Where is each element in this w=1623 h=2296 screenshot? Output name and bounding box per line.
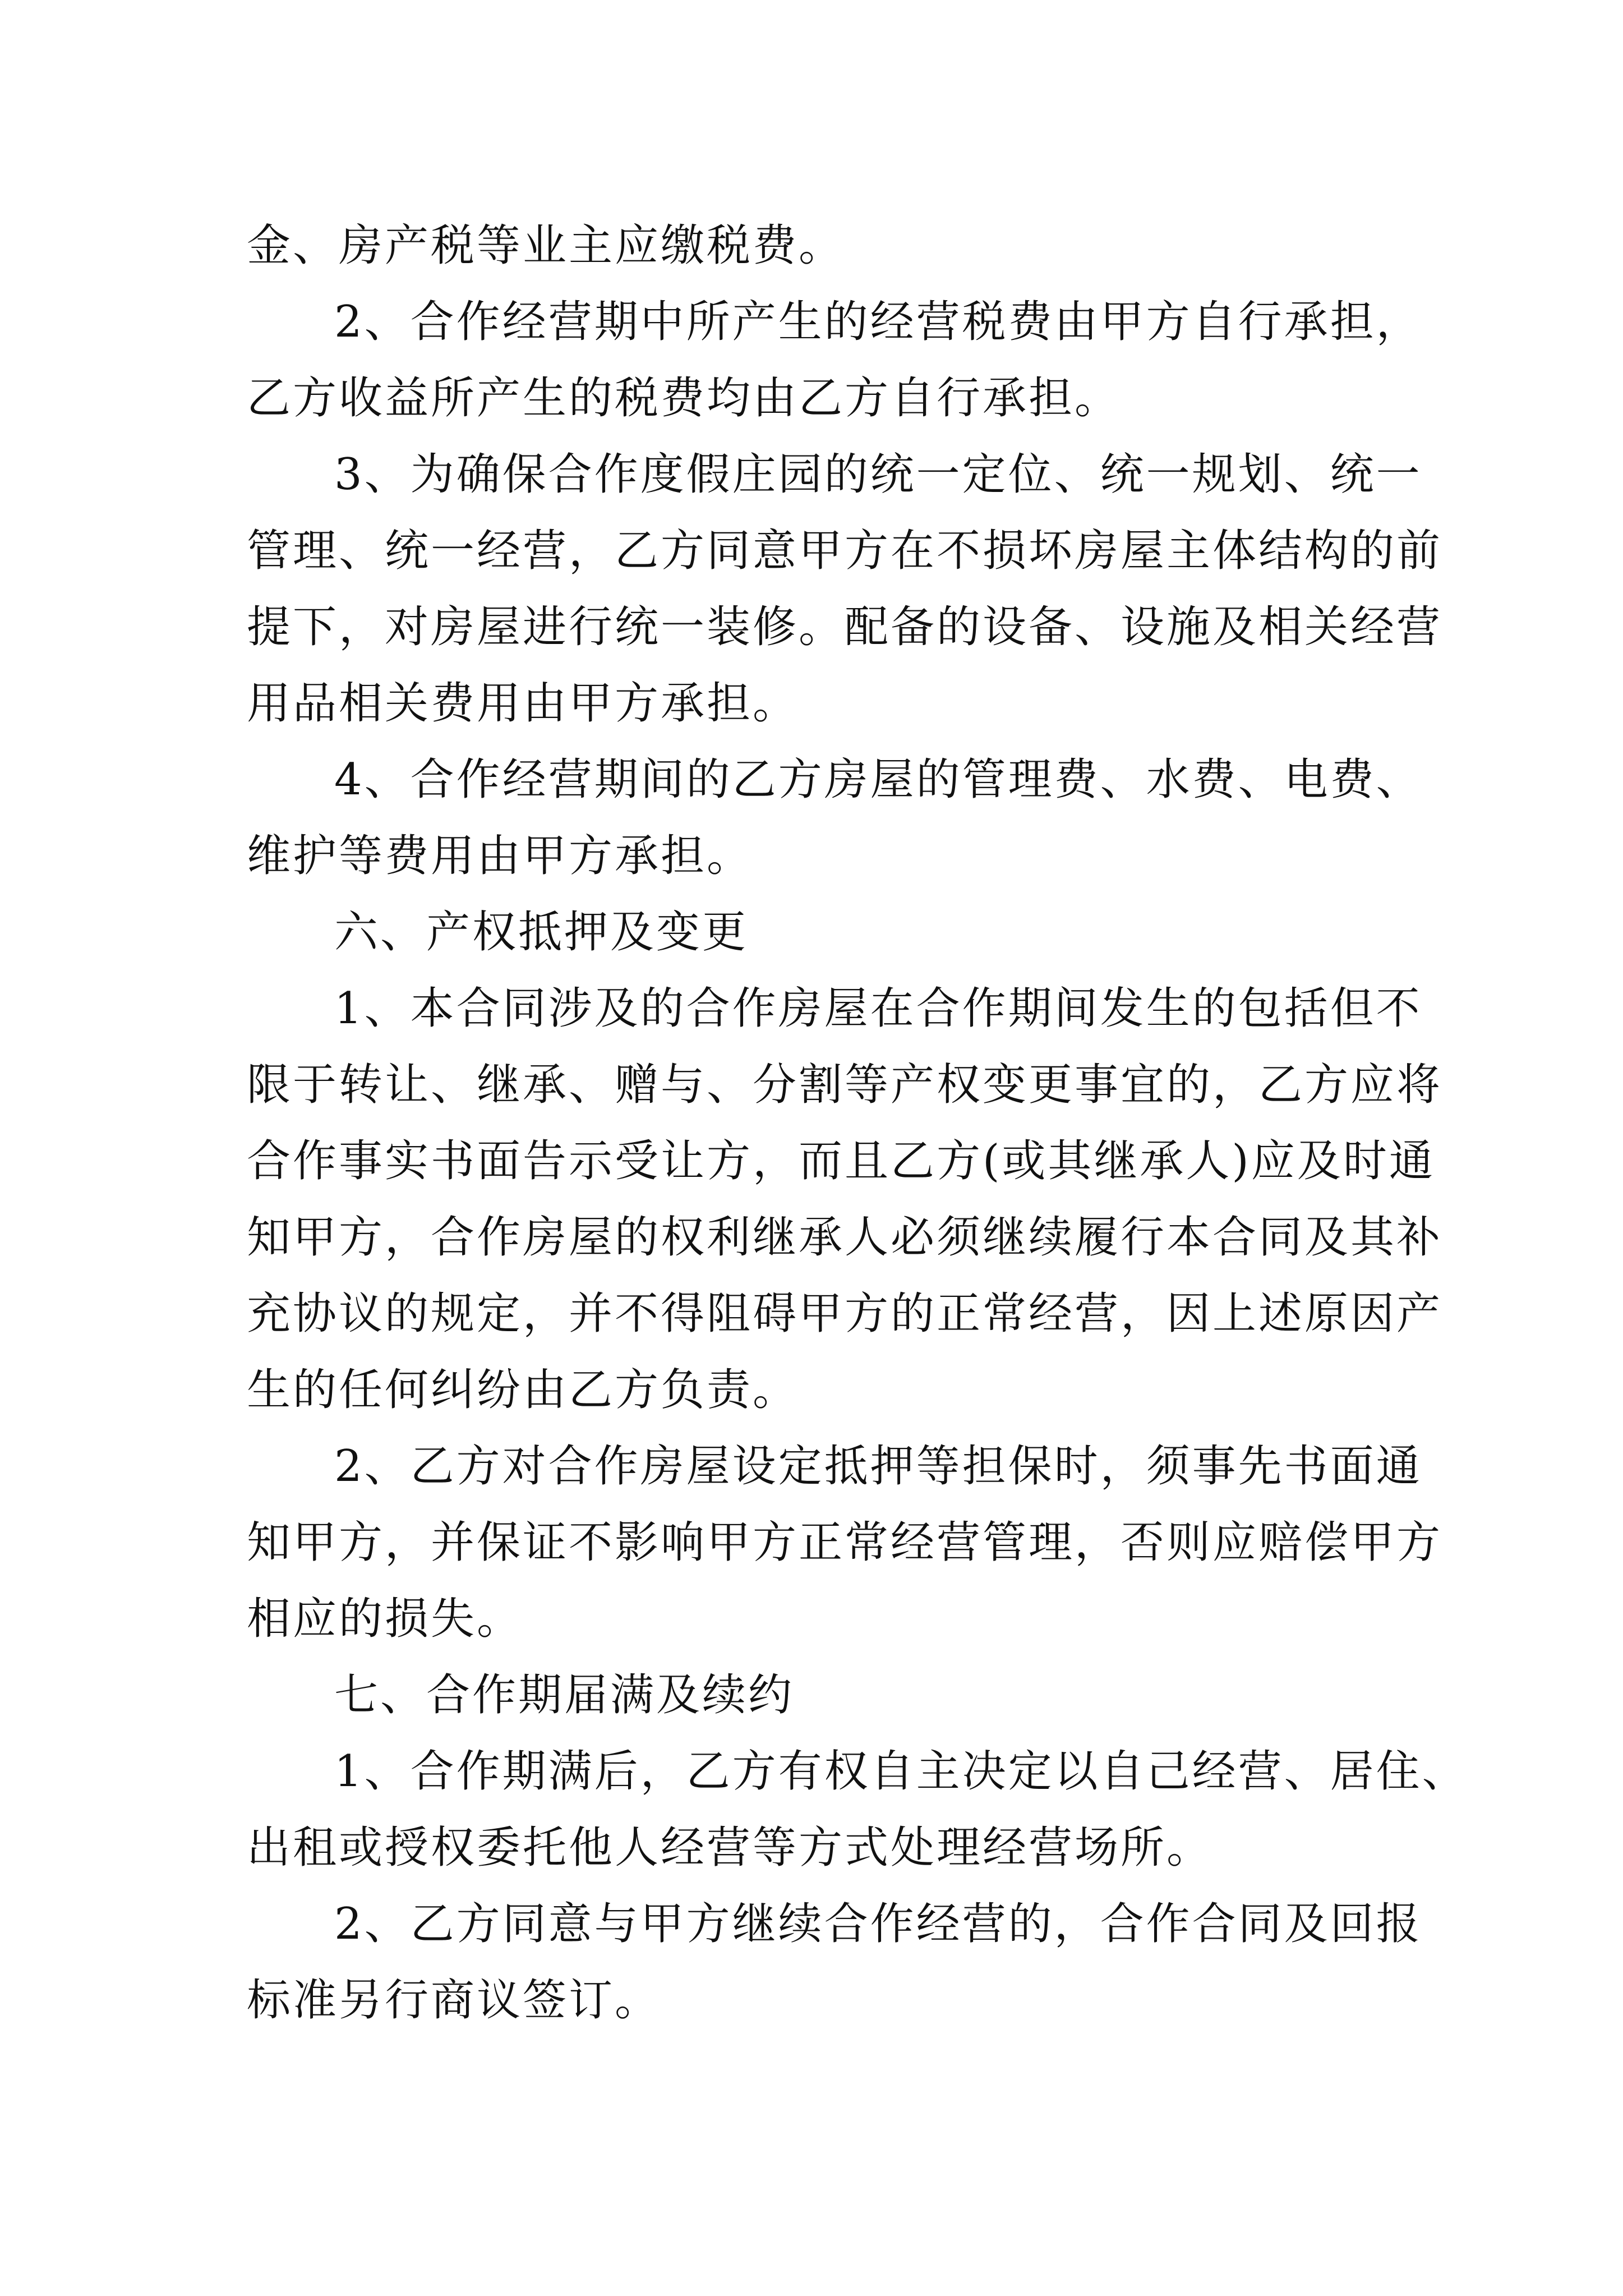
text-line: 金、房产税等业主应缴税费。 [247, 220, 845, 271]
paragraph-clause-5-4 [247, 742, 1422, 894]
text-line: 4、合作经营期间的乙方房屋的管理费、水费、电费、 [334, 754, 1422, 805]
text-line: 管理、统一经营，乙方同意甲方在不损坏房屋主体结构的前 [247, 526, 1443, 576]
text-line: 限于转让、继承、赠与、分割等产权变更事宜的，乙方应将 [247, 1060, 1443, 1110]
text-line: 标准另行商议签订。 [247, 1975, 661, 2026]
section-heading-7 [247, 1657, 1391, 1733]
text-line: 出租或授权委托他人经营等方式处理经营场所。 [247, 1823, 1213, 1873]
paragraph-clause-6-1 [247, 970, 1443, 1428]
section-heading: 七、合作期届满及续约 [334, 1670, 795, 1720]
text-line: 维护等费用由甲方承担。 [247, 831, 753, 881]
text-line: 1、本合同涉及的合作房屋在合作期间发生的包括但不 [334, 983, 1422, 1034]
text-line: 1、合作期满后，乙方有权自主决定以自己经营、居住、 [334, 1746, 1468, 1797]
paragraph-taxes-continued [247, 208, 1391, 284]
paragraph-clause-5-2 [247, 284, 1422, 436]
text-line: 3、为确保合作度假庄园的统一定位、统一规划、统一 [334, 449, 1422, 500]
paragraph-clause-7-2 [247, 1886, 1422, 2039]
text-line: 2、乙方对合作房屋设定抵押等担保时，须事先书面通 [334, 1441, 1422, 1492]
text-line: 生的任何纠纷由乙方负责。 [247, 1365, 799, 1415]
paragraph-clause-7-1 [247, 1733, 1468, 1886]
document-page [247, 208, 1468, 2039]
paragraph-clause-5-3 [247, 436, 1443, 742]
paragraph-clause-6-2 [247, 1428, 1443, 1657]
text-line: 合作事实书面告示受让方，而且乙方(或其继承人)应及时通 [247, 1136, 1435, 1186]
text-line: 提下，对房屋进行统一装修。配备的设备、设施及相关经营 [247, 602, 1443, 652]
text-line: 2、合作经营期中所产生的经营税费由甲方自行承担， [334, 297, 1422, 347]
section-heading-6 [247, 894, 1391, 970]
text-line: 知甲方，并保证不影响甲方正常经营管理，否则应赔偿甲方 [247, 1517, 1443, 1568]
text-line: 乙方收益所产生的税费均由乙方自行承担。 [247, 373, 1121, 424]
text-line: 知甲方，合作房屋的权利继承人必须继续履行本合同及其补 [247, 1212, 1443, 1263]
text-line: 充协议的规定，并不得阻碍甲方的正常经营，因上述原因产 [247, 1289, 1443, 1339]
section-heading: 六、产权抵押及变更 [334, 907, 749, 958]
text-line: 相应的损失。 [247, 1594, 523, 1644]
text-line: 用品相关费用由甲方承担。 [247, 678, 799, 729]
text-line: 2、乙方同意与甲方继续合作经营的，合作合同及回报 [334, 1899, 1422, 1949]
